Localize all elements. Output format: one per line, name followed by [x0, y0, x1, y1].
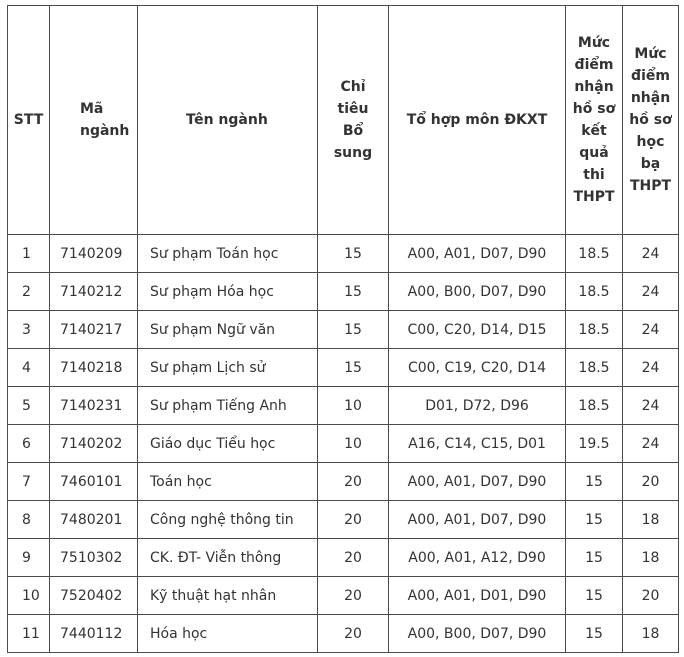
diem-hoc-ba-cell: 18	[623, 615, 679, 653]
header-chi-tieu	[318, 6, 389, 235]
ten-nganh-cell: CK. ĐT- Viễn thông	[138, 539, 318, 577]
to-hop-cell: C00, C20, D14, D15	[389, 311, 566, 349]
diem-thpt-cell: 19.5	[566, 425, 623, 463]
diem-hoc-ba-cell: 24	[623, 349, 679, 387]
to-hop-cell: A00, A01, D07, D90	[389, 235, 566, 273]
ma-nganh-cell: 7510302	[50, 539, 138, 577]
header-ma-nganh	[50, 6, 138, 235]
diem-thpt-cell: 15	[566, 501, 623, 539]
chi-tieu-cell: 15	[318, 235, 389, 273]
table-row	[8, 349, 679, 387]
table-row	[8, 539, 679, 577]
chi-tieu-cell: 20	[318, 539, 389, 577]
header-muc-thpt-line: hồ sơ	[572, 101, 616, 117]
header-chi-tieu-line: tiêu	[337, 101, 369, 117]
header-to-hop: Tổ hợp môn ĐKXT	[389, 6, 566, 235]
stt-cell: 3	[8, 311, 50, 349]
ten-nganh-cell: Sư phạm Hóa học	[138, 273, 318, 311]
header-muc-thpt-line: kết	[581, 123, 607, 139]
header-muc-thpt-line: điểm	[574, 57, 614, 73]
diem-hoc-ba-cell: 20	[623, 463, 679, 501]
diem-hoc-ba-cell: 24	[623, 387, 679, 425]
header-muc-hoc-ba-line: bạ	[640, 156, 661, 172]
to-hop-cell: A00, B00, D07, D90	[389, 615, 566, 653]
to-hop-cell: A00, A01, D07, D90	[389, 463, 566, 501]
header-stt: STT	[8, 6, 50, 235]
diem-thpt-cell: 15	[566, 577, 623, 615]
stt-cell: 11	[8, 615, 50, 653]
admissions-table	[7, 5, 679, 653]
ma-nganh-cell: 7140231	[50, 387, 138, 425]
header-muc-hoc-ba-line: Mức	[634, 46, 667, 62]
ma-nganh-cell: 7520402	[50, 577, 138, 615]
to-hop-cell: D01, D72, D96	[389, 387, 566, 425]
stt-cell: 9	[8, 539, 50, 577]
header-muc-hoc-ba-line: nhận	[630, 90, 671, 106]
ten-nganh-cell: Kỹ thuật hạt nhân	[138, 577, 318, 615]
diem-hoc-ba-cell: 24	[623, 235, 679, 273]
ma-nganh-cell: 7140202	[50, 425, 138, 463]
ma-nganh-cell: 7480201	[50, 501, 138, 539]
diem-thpt-cell: 18.5	[566, 235, 623, 273]
ma-nganh-cell: 7140218	[50, 349, 138, 387]
diem-hoc-ba-cell: 24	[623, 425, 679, 463]
ten-nganh-cell: Giáo dục Tiểu học	[138, 425, 318, 463]
header-muc-thpt	[566, 6, 623, 235]
table-row	[8, 501, 679, 539]
chi-tieu-cell: 10	[318, 425, 389, 463]
to-hop-cell: A00, A01, A12, D90	[389, 539, 566, 577]
stt-cell: 8	[8, 501, 50, 539]
ten-nganh-cell: Công nghệ thông tin	[138, 501, 318, 539]
ten-nganh-cell: Sư phạm Tiếng Anh	[138, 387, 318, 425]
header-ma-nganh-line: Mã	[80, 101, 104, 117]
diem-hoc-ba-cell: 24	[623, 273, 679, 311]
header-muc-hoc-ba-line: hồ sơ	[629, 112, 672, 128]
chi-tieu-cell: 20	[318, 615, 389, 653]
ma-nganh-cell: 7140212	[50, 273, 138, 311]
stt-cell: 7	[8, 463, 50, 501]
ten-nganh-cell: Sư phạm Ngữ văn	[138, 311, 318, 349]
header-muc-hoc-ba-line: THPT	[629, 178, 672, 194]
header-ma-nganh-line: ngành	[80, 123, 130, 139]
header-ten-nganh: Tên ngành	[138, 6, 318, 235]
ma-nganh-cell: 7440112	[50, 615, 138, 653]
chi-tieu-cell: 20	[318, 501, 389, 539]
header-muc-hoc-ba	[623, 6, 679, 235]
header-chi-tieu-line: sung	[333, 145, 373, 161]
stt-cell: 6	[8, 425, 50, 463]
header-muc-thpt-line: Mức	[577, 35, 611, 51]
table-row	[8, 311, 679, 349]
stt-cell: 1	[8, 235, 50, 273]
ten-nganh-cell: Toán học	[138, 463, 318, 501]
to-hop-cell: C00, C19, C20, D14	[389, 349, 566, 387]
ten-nganh-cell: Sư phạm Lịch sử	[138, 349, 318, 387]
diem-hoc-ba-cell: 24	[623, 311, 679, 349]
table-row	[8, 463, 679, 501]
header-chi-tieu-line: Chỉ	[340, 79, 366, 95]
diem-thpt-cell: 15	[566, 463, 623, 501]
to-hop-cell: A00, A01, D01, D90	[389, 577, 566, 615]
table-row	[8, 235, 679, 273]
ten-nganh-cell: Sư phạm Toán học	[138, 235, 318, 273]
table-row	[8, 425, 679, 463]
header-muc-thpt-line: quả	[579, 145, 609, 161]
table-row	[8, 577, 679, 615]
chi-tieu-cell: 20	[318, 577, 389, 615]
to-hop-cell: A16, C14, C15, D01	[389, 425, 566, 463]
table-row	[8, 387, 679, 425]
chi-tieu-cell: 15	[318, 311, 389, 349]
chi-tieu-cell: 20	[318, 463, 389, 501]
to-hop-cell: A00, A01, D07, D90	[389, 501, 566, 539]
diem-hoc-ba-cell: 18	[623, 501, 679, 539]
diem-thpt-cell: 15	[566, 539, 623, 577]
header-row	[8, 6, 679, 235]
header-muc-thpt-line: THPT	[573, 189, 615, 205]
chi-tieu-cell: 15	[318, 273, 389, 311]
ma-nganh-cell: 7460101	[50, 463, 138, 501]
header-muc-hoc-ba-line: điểm	[631, 68, 670, 84]
diem-thpt-cell: 18.5	[566, 273, 623, 311]
diem-hoc-ba-cell: 18	[623, 539, 679, 577]
chi-tieu-cell: 15	[318, 349, 389, 387]
diem-hoc-ba-cell: 20	[623, 577, 679, 615]
table-row	[8, 273, 679, 311]
diem-thpt-cell: 15	[566, 615, 623, 653]
ma-nganh-cell: 7140209	[50, 235, 138, 273]
stt-cell: 10	[8, 577, 50, 615]
diem-thpt-cell: 18.5	[566, 311, 623, 349]
table-row	[8, 615, 679, 653]
diem-thpt-cell: 18.5	[566, 349, 623, 387]
header-chi-tieu-line: Bổ	[342, 123, 364, 139]
header-muc-thpt-line: thi	[583, 167, 605, 183]
header-muc-thpt-line: nhận	[574, 79, 614, 95]
diem-thpt-cell: 18.5	[566, 387, 623, 425]
to-hop-cell: A00, B00, D07, D90	[389, 273, 566, 311]
stt-cell: 4	[8, 349, 50, 387]
ten-nganh-cell: Hóa học	[138, 615, 318, 653]
stt-cell: 5	[8, 387, 50, 425]
stt-cell: 2	[8, 273, 50, 311]
header-muc-hoc-ba-line: học	[636, 134, 665, 150]
chi-tieu-cell: 10	[318, 387, 389, 425]
ma-nganh-cell: 7140217	[50, 311, 138, 349]
